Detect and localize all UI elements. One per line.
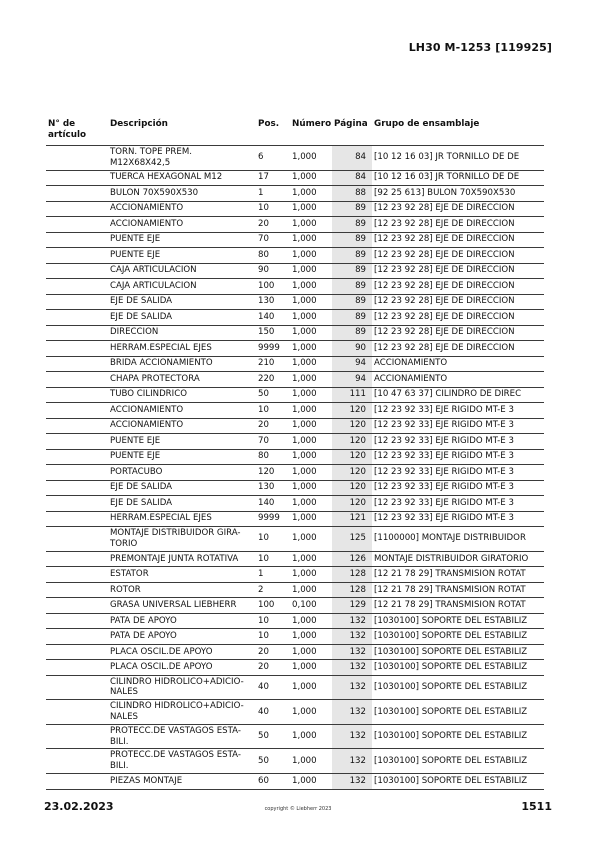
cell-position: 140 bbox=[256, 310, 290, 326]
cell-article-number bbox=[46, 724, 108, 749]
cell-description: ACCIONAMIENTO bbox=[108, 403, 256, 419]
parts-table bbox=[46, 118, 544, 790]
cell-description: PLACA OSCIL.DE APOYO bbox=[108, 644, 256, 660]
cell-article-number bbox=[46, 201, 108, 217]
cell-article-number bbox=[46, 774, 108, 790]
cell-position: 80 bbox=[256, 449, 290, 465]
table-row bbox=[46, 294, 544, 310]
table-row bbox=[46, 480, 544, 496]
cell-page: 126 bbox=[332, 551, 372, 567]
cell-page: 94 bbox=[332, 356, 372, 372]
cell-quantity: 1,000 bbox=[290, 629, 332, 645]
cell-article-number bbox=[46, 356, 108, 372]
cell-description: EJE DE SALIDA bbox=[108, 496, 256, 512]
cell-position: 2 bbox=[256, 582, 290, 598]
cell-article-number bbox=[46, 660, 108, 676]
cell-page: 120 bbox=[332, 403, 372, 419]
table-row bbox=[46, 567, 544, 583]
cell-quantity: 1,000 bbox=[290, 372, 332, 388]
cell-quantity: 1,000 bbox=[290, 310, 332, 326]
table-row bbox=[46, 511, 544, 527]
cell-article-number bbox=[46, 146, 108, 171]
cell-description: EJE DE SALIDA bbox=[108, 310, 256, 326]
cell-article-number bbox=[46, 449, 108, 465]
cell-quantity: 1,000 bbox=[290, 146, 332, 171]
cell-assembly-group: [1100000] MONTAJE DISTRIBUIDOR bbox=[372, 527, 544, 552]
cell-article-number bbox=[46, 294, 108, 310]
cell-position: 210 bbox=[256, 356, 290, 372]
table-row bbox=[46, 232, 544, 248]
cell-quantity: 1,000 bbox=[290, 294, 332, 310]
cell-quantity: 1,000 bbox=[290, 496, 332, 512]
cell-description: BULON 70X590X530 bbox=[108, 186, 256, 202]
cell-quantity: 1,000 bbox=[290, 700, 332, 725]
cell-description: DIRECCION bbox=[108, 325, 256, 341]
cell-page: 132 bbox=[332, 613, 372, 629]
cell-article-number bbox=[46, 465, 108, 481]
cell-article-number bbox=[46, 496, 108, 512]
cell-assembly-group: [10 12 16 03] JR TORNILLO DE DE bbox=[372, 146, 544, 171]
cell-description: CAJA ARTICULACION bbox=[108, 263, 256, 279]
cell-assembly-group: [12 23 92 33] EJE RIGIDO MT-E 3 bbox=[372, 511, 544, 527]
cell-page: 120 bbox=[332, 449, 372, 465]
cell-description: TORN. TOPE PREM. M12X68X42,5 bbox=[108, 146, 256, 171]
cell-page: 132 bbox=[332, 660, 372, 676]
cell-article-number bbox=[46, 325, 108, 341]
cell-position: 70 bbox=[256, 434, 290, 450]
table-row bbox=[46, 660, 544, 676]
cell-article-number bbox=[46, 186, 108, 202]
cell-assembly-group: [12 21 78 29] TRANSMISION ROTAT bbox=[372, 582, 544, 598]
cell-quantity: 1,000 bbox=[290, 465, 332, 481]
cell-article-number bbox=[46, 551, 108, 567]
cell-position: 150 bbox=[256, 325, 290, 341]
cell-assembly-group: ACCIONAMIENTO bbox=[372, 372, 544, 388]
cell-position: 10 bbox=[256, 551, 290, 567]
cell-description: HERRAM.ESPECIAL EJES bbox=[108, 511, 256, 527]
cell-article-number bbox=[46, 418, 108, 434]
table-row bbox=[46, 613, 544, 629]
column-header-quantity: Número bbox=[292, 119, 332, 129]
cell-assembly-group: [1030100] SOPORTE DEL ESTABILIZ bbox=[372, 724, 544, 749]
cell-page: 121 bbox=[332, 511, 372, 527]
cell-assembly-group: [12 23 92 28] EJE DE DIRECCION bbox=[372, 248, 544, 264]
cell-page: 132 bbox=[332, 629, 372, 645]
cell-position: 100 bbox=[256, 598, 290, 614]
cell-article-number bbox=[46, 372, 108, 388]
cell-quantity: 1,000 bbox=[290, 774, 332, 790]
cell-page: 94 bbox=[332, 372, 372, 388]
cell-position: 50 bbox=[256, 387, 290, 403]
cell-position: 130 bbox=[256, 480, 290, 496]
cell-quantity: 1,000 bbox=[290, 660, 332, 676]
cell-assembly-group: [12 23 92 28] EJE DE DIRECCION bbox=[372, 263, 544, 279]
table-row bbox=[46, 449, 544, 465]
cell-page: 120 bbox=[332, 496, 372, 512]
cell-page: 89 bbox=[332, 201, 372, 217]
cell-description: HERRAM.ESPECIAL EJES bbox=[108, 341, 256, 357]
cell-description: PUENTE EJE bbox=[108, 248, 256, 264]
cell-assembly-group: [12 23 92 28] EJE DE DIRECCION bbox=[372, 279, 544, 295]
cell-quantity: 0,100 bbox=[290, 598, 332, 614]
cell-page: 132 bbox=[332, 675, 372, 700]
cell-quantity: 1,000 bbox=[290, 248, 332, 264]
table-row bbox=[46, 248, 544, 264]
cell-quantity: 1,000 bbox=[290, 387, 332, 403]
cell-description: PATA DE APOYO bbox=[108, 613, 256, 629]
column-header-assembly-group: Grupo de ensamblaje bbox=[374, 119, 480, 129]
cell-article-number bbox=[46, 749, 108, 774]
cell-position: 20 bbox=[256, 418, 290, 434]
cell-quantity: 1,000 bbox=[290, 511, 332, 527]
cell-article-number bbox=[46, 387, 108, 403]
cell-assembly-group: [1030100] SOPORTE DEL ESTABILIZ bbox=[372, 644, 544, 660]
cell-page: 132 bbox=[332, 700, 372, 725]
cell-description: ACCIONAMIENTO bbox=[108, 418, 256, 434]
cell-position: 100 bbox=[256, 279, 290, 295]
cell-assembly-group: [12 23 92 33] EJE RIGIDO MT-E 3 bbox=[372, 403, 544, 419]
cell-position: 140 bbox=[256, 496, 290, 512]
cell-description: PUENTE EJE bbox=[108, 232, 256, 248]
cell-assembly-group: [1030100] SOPORTE DEL ESTABILIZ bbox=[372, 613, 544, 629]
table-row bbox=[46, 325, 544, 341]
cell-description: ROTOR bbox=[108, 582, 256, 598]
cell-assembly-group: [12 21 78 29] TRANSMISION ROTAT bbox=[372, 598, 544, 614]
cell-page: 89 bbox=[332, 294, 372, 310]
table-row bbox=[46, 356, 544, 372]
cell-quantity: 1,000 bbox=[290, 449, 332, 465]
table-row bbox=[46, 629, 544, 645]
cell-description: TUBO CILINDRICO bbox=[108, 387, 256, 403]
cell-assembly-group: [12 23 92 33] EJE RIGIDO MT-E 3 bbox=[372, 480, 544, 496]
cell-article-number bbox=[46, 263, 108, 279]
cell-article-number bbox=[46, 170, 108, 186]
table-row bbox=[46, 551, 544, 567]
cell-article-number bbox=[46, 232, 108, 248]
cell-page: 132 bbox=[332, 724, 372, 749]
cell-quantity: 1,000 bbox=[290, 613, 332, 629]
cell-assembly-group: [12 23 92 33] EJE RIGIDO MT-E 3 bbox=[372, 418, 544, 434]
cell-description: EJE DE SALIDA bbox=[108, 480, 256, 496]
cell-quantity: 1,000 bbox=[290, 480, 332, 496]
cell-assembly-group: [1030100] SOPORTE DEL ESTABILIZ bbox=[372, 629, 544, 645]
cell-position: 10 bbox=[256, 613, 290, 629]
cell-quantity: 1,000 bbox=[290, 201, 332, 217]
footer-page-number: 1511 bbox=[521, 800, 552, 813]
cell-assembly-group: [12 23 92 28] EJE DE DIRECCION bbox=[372, 341, 544, 357]
cell-position: 1 bbox=[256, 186, 290, 202]
cell-page: 120 bbox=[332, 418, 372, 434]
cell-assembly-group: [12 23 92 28] EJE DE DIRECCION bbox=[372, 310, 544, 326]
cell-page: 89 bbox=[332, 263, 372, 279]
cell-quantity: 1,000 bbox=[290, 418, 332, 434]
table-row bbox=[46, 201, 544, 217]
cell-description: TUERCA HEXAGONAL M12 bbox=[108, 170, 256, 186]
cell-page: 90 bbox=[332, 341, 372, 357]
cell-assembly-group: [1030100] SOPORTE DEL ESTABILIZ bbox=[372, 675, 544, 700]
parts-table-body bbox=[46, 146, 544, 790]
cell-quantity: 1,000 bbox=[290, 341, 332, 357]
cell-position: 9999 bbox=[256, 511, 290, 527]
cell-assembly-group: [12 23 92 33] EJE RIGIDO MT-E 3 bbox=[372, 465, 544, 481]
cell-quantity: 1,000 bbox=[290, 527, 332, 552]
cell-assembly-group: [1030100] SOPORTE DEL ESTABILIZ bbox=[372, 774, 544, 790]
cell-page: 120 bbox=[332, 465, 372, 481]
table-row bbox=[46, 170, 544, 186]
cell-article-number bbox=[46, 279, 108, 295]
cell-article-number bbox=[46, 310, 108, 326]
cell-description: PROTECC.DE VASTAGOS ESTA-BILI. bbox=[108, 724, 256, 749]
cell-assembly-group: [12 23 92 33] EJE RIGIDO MT-E 3 bbox=[372, 496, 544, 512]
cell-article-number bbox=[46, 248, 108, 264]
cell-description: CILINDRO HIDROLICO+ADICIO-NALES bbox=[108, 700, 256, 725]
cell-description: BRIDA ACCIONAMIENTO bbox=[108, 356, 256, 372]
cell-assembly-group: [10 12 16 03] JR TORNILLO DE DE bbox=[372, 170, 544, 186]
table-row bbox=[46, 675, 544, 700]
cell-position: 10 bbox=[256, 201, 290, 217]
cell-page: 128 bbox=[332, 582, 372, 598]
table-row bbox=[46, 724, 544, 749]
cell-position: 10 bbox=[256, 527, 290, 552]
cell-description: ESTATOR bbox=[108, 567, 256, 583]
cell-quantity: 1,000 bbox=[290, 325, 332, 341]
cell-quantity: 1,000 bbox=[290, 217, 332, 233]
cell-assembly-group: ACCIONAMIENTO bbox=[372, 356, 544, 372]
table-row bbox=[46, 403, 544, 419]
cell-description: CILINDRO HIDROLICO+ADICIO-NALES bbox=[108, 675, 256, 700]
table-row bbox=[46, 774, 544, 790]
table-row bbox=[46, 186, 544, 202]
cell-page: 129 bbox=[332, 598, 372, 614]
table-row bbox=[46, 372, 544, 388]
cell-position: 80 bbox=[256, 248, 290, 264]
column-header-description: Descripción bbox=[110, 119, 168, 129]
cell-page: 132 bbox=[332, 774, 372, 790]
cell-description: PLACA OSCIL.DE APOYO bbox=[108, 660, 256, 676]
cell-page: 125 bbox=[332, 527, 372, 552]
cell-article-number bbox=[46, 582, 108, 598]
cell-page: 89 bbox=[332, 217, 372, 233]
cell-position: 50 bbox=[256, 724, 290, 749]
cell-assembly-group: [1030100] SOPORTE DEL ESTABILIZ bbox=[372, 660, 544, 676]
table-row bbox=[46, 387, 544, 403]
table-row bbox=[46, 217, 544, 233]
cell-assembly-group: MONTAJE DISTRIBUIDOR GIRATORIO bbox=[372, 551, 544, 567]
table-row bbox=[46, 700, 544, 725]
cell-position: 70 bbox=[256, 232, 290, 248]
cell-article-number bbox=[46, 644, 108, 660]
cell-article-number bbox=[46, 480, 108, 496]
table-row bbox=[46, 749, 544, 774]
cell-article-number bbox=[46, 527, 108, 552]
cell-position: 40 bbox=[256, 700, 290, 725]
table-row bbox=[46, 279, 544, 295]
table-row bbox=[46, 434, 544, 450]
document-title: LH30 M-1253 [119925] bbox=[408, 41, 552, 54]
cell-description: PATA DE APOYO bbox=[108, 629, 256, 645]
cell-position: 220 bbox=[256, 372, 290, 388]
cell-page: 120 bbox=[332, 434, 372, 450]
cell-description: EJE DE SALIDA bbox=[108, 294, 256, 310]
cell-article-number bbox=[46, 675, 108, 700]
cell-position: 10 bbox=[256, 629, 290, 645]
table-row bbox=[46, 465, 544, 481]
cell-position: 40 bbox=[256, 675, 290, 700]
cell-assembly-group: [10 47 63 37] CILINDRO DE DIREC bbox=[372, 387, 544, 403]
table-row bbox=[46, 263, 544, 279]
cell-page: 132 bbox=[332, 749, 372, 774]
cell-description: PUENTE EJE bbox=[108, 434, 256, 450]
cell-quantity: 1,000 bbox=[290, 356, 332, 372]
cell-page: 89 bbox=[332, 279, 372, 295]
cell-page: 89 bbox=[332, 325, 372, 341]
cell-quantity: 1,000 bbox=[290, 567, 332, 583]
column-header-position: Pos. bbox=[258, 119, 280, 129]
cell-position: 6 bbox=[256, 146, 290, 171]
column-header-page: Página bbox=[334, 119, 368, 129]
cell-quantity: 1,000 bbox=[290, 263, 332, 279]
table-row bbox=[46, 598, 544, 614]
cell-position: 20 bbox=[256, 660, 290, 676]
cell-page: 89 bbox=[332, 310, 372, 326]
table-row bbox=[46, 582, 544, 598]
cell-assembly-group: [1030100] SOPORTE DEL ESTABILIZ bbox=[372, 749, 544, 774]
cell-page: 128 bbox=[332, 567, 372, 583]
cell-page: 120 bbox=[332, 480, 372, 496]
table-header-row bbox=[46, 118, 544, 146]
table-row bbox=[46, 527, 544, 552]
cell-assembly-group: [12 23 92 33] EJE RIGIDO MT-E 3 bbox=[372, 434, 544, 450]
cell-quantity: 1,000 bbox=[290, 749, 332, 774]
cell-page: 132 bbox=[332, 644, 372, 660]
cell-quantity: 1,000 bbox=[290, 675, 332, 700]
cell-article-number bbox=[46, 567, 108, 583]
cell-assembly-group: [92 25 613] BULON 70X590X530 bbox=[372, 186, 544, 202]
cell-quantity: 1,000 bbox=[290, 186, 332, 202]
cell-article-number bbox=[46, 217, 108, 233]
cell-description: GRASA UNIVERSAL LIEBHERR bbox=[108, 598, 256, 614]
cell-description: PUENTE EJE bbox=[108, 449, 256, 465]
footer-date: 23.02.2023 bbox=[44, 800, 114, 813]
cell-position: 20 bbox=[256, 217, 290, 233]
cell-description: PORTACUBO bbox=[108, 465, 256, 481]
cell-assembly-group: [12 23 92 28] EJE DE DIRECCION bbox=[372, 232, 544, 248]
cell-quantity: 1,000 bbox=[290, 551, 332, 567]
cell-page: 111 bbox=[332, 387, 372, 403]
column-header-article-number: N° de artículo bbox=[48, 119, 87, 140]
cell-page: 88 bbox=[332, 186, 372, 202]
cell-position: 60 bbox=[256, 774, 290, 790]
cell-quantity: 1,000 bbox=[290, 434, 332, 450]
cell-article-number bbox=[46, 629, 108, 645]
cell-description: MONTAJE DISTRIBUIDOR GIRA-TORIO bbox=[108, 527, 256, 552]
cell-quantity: 1,000 bbox=[290, 582, 332, 598]
cell-article-number bbox=[46, 700, 108, 725]
cell-article-number bbox=[46, 511, 108, 527]
cell-position: 50 bbox=[256, 749, 290, 774]
cell-quantity: 1,000 bbox=[290, 724, 332, 749]
cell-assembly-group: [12 23 92 33] EJE RIGIDO MT-E 3 bbox=[372, 449, 544, 465]
table-row bbox=[46, 644, 544, 660]
table-row bbox=[46, 341, 544, 357]
cell-quantity: 1,000 bbox=[290, 644, 332, 660]
cell-description: ACCIONAMIENTO bbox=[108, 217, 256, 233]
table-row bbox=[46, 496, 544, 512]
cell-description: PREMONTAJE JUNTA ROTATIVA bbox=[108, 551, 256, 567]
cell-quantity: 1,000 bbox=[290, 170, 332, 186]
cell-assembly-group: [12 23 92 28] EJE DE DIRECCION bbox=[372, 294, 544, 310]
cell-page: 89 bbox=[332, 232, 372, 248]
footer-copyright: copyright © Liebherr 2023 bbox=[264, 806, 332, 812]
cell-position: 10 bbox=[256, 403, 290, 419]
cell-position: 9999 bbox=[256, 341, 290, 357]
cell-quantity: 1,000 bbox=[290, 232, 332, 248]
table-row bbox=[46, 418, 544, 434]
cell-article-number bbox=[46, 598, 108, 614]
cell-description: CAJA ARTICULACION bbox=[108, 279, 256, 295]
cell-position: 20 bbox=[256, 644, 290, 660]
cell-assembly-group: [12 23 92 28] EJE DE DIRECCION bbox=[372, 325, 544, 341]
cell-description: PIEZAS MONTAJE bbox=[108, 774, 256, 790]
cell-assembly-group: [1030100] SOPORTE DEL ESTABILIZ bbox=[372, 700, 544, 725]
cell-page: 84 bbox=[332, 146, 372, 171]
cell-article-number bbox=[46, 434, 108, 450]
table-row bbox=[46, 310, 544, 326]
cell-position: 130 bbox=[256, 294, 290, 310]
cell-assembly-group: [12 21 78 29] TRANSMISION ROTAT bbox=[372, 567, 544, 583]
cell-quantity: 1,000 bbox=[290, 279, 332, 295]
cell-description: CHAPA PROTECTORA bbox=[108, 372, 256, 388]
cell-assembly-group: [12 23 92 28] EJE DE DIRECCION bbox=[372, 201, 544, 217]
cell-position: 90 bbox=[256, 263, 290, 279]
cell-description: ACCIONAMIENTO bbox=[108, 201, 256, 217]
cell-article-number bbox=[46, 341, 108, 357]
cell-page: 89 bbox=[332, 248, 372, 264]
cell-article-number bbox=[46, 613, 108, 629]
table-row bbox=[46, 146, 544, 171]
cell-position: 120 bbox=[256, 465, 290, 481]
cell-position: 1 bbox=[256, 567, 290, 583]
cell-position: 17 bbox=[256, 170, 290, 186]
cell-article-number bbox=[46, 403, 108, 419]
cell-page: 84 bbox=[332, 170, 372, 186]
cell-assembly-group: [12 23 92 28] EJE DE DIRECCION bbox=[372, 217, 544, 233]
cell-description: PROTECC.DE VASTAGOS ESTA-BILI. bbox=[108, 749, 256, 774]
cell-quantity: 1,000 bbox=[290, 403, 332, 419]
